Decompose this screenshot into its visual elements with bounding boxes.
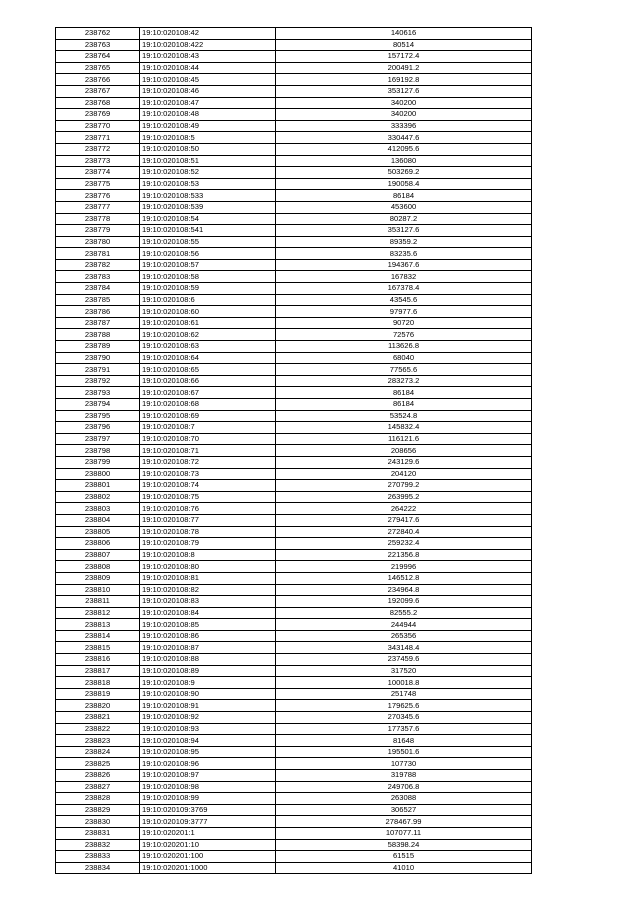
value-cell: 86184 bbox=[276, 387, 532, 399]
row-number-cell: 238795 bbox=[56, 410, 140, 422]
value-cell: 251748 bbox=[276, 688, 532, 700]
value-cell: 136080 bbox=[276, 155, 532, 167]
table-row bbox=[56, 630, 532, 642]
row-number-cell: 238816 bbox=[56, 654, 140, 666]
value-cell: 412095.6 bbox=[276, 143, 532, 155]
cadastral-number-cell: 19:10:020108:96 bbox=[140, 758, 276, 770]
table-row bbox=[56, 607, 532, 619]
table-row bbox=[56, 259, 532, 271]
value-cell: 272840.4 bbox=[276, 526, 532, 538]
table-row bbox=[56, 85, 532, 97]
row-number-cell: 238802 bbox=[56, 491, 140, 503]
table-row bbox=[56, 793, 532, 805]
value-cell: 146512.8 bbox=[276, 572, 532, 584]
table-row bbox=[56, 225, 532, 237]
cadastral-number-cell: 19:10:020108:47 bbox=[140, 97, 276, 109]
cadastral-number-cell: 19:10:020108:6 bbox=[140, 294, 276, 306]
value-cell: 140616 bbox=[276, 28, 532, 40]
cadastral-number-cell: 19:10:020108:45 bbox=[140, 74, 276, 86]
row-number-cell: 238824 bbox=[56, 746, 140, 758]
cadastral-number-cell: 19:10:020108:74 bbox=[140, 480, 276, 492]
row-number-cell: 238773 bbox=[56, 155, 140, 167]
row-number-cell: 238805 bbox=[56, 526, 140, 538]
table-row bbox=[56, 804, 532, 816]
table-row bbox=[56, 619, 532, 631]
row-number-cell: 238808 bbox=[56, 561, 140, 573]
cadastral-number-cell: 19:10:020108:7 bbox=[140, 422, 276, 434]
row-number-cell: 238763 bbox=[56, 39, 140, 51]
row-number-cell: 238826 bbox=[56, 770, 140, 782]
value-cell: 279417.6 bbox=[276, 514, 532, 526]
table-row bbox=[56, 584, 532, 596]
table-row bbox=[56, 596, 532, 608]
table-row bbox=[56, 294, 532, 306]
value-cell: 195501.6 bbox=[276, 746, 532, 758]
table-row bbox=[56, 549, 532, 561]
row-number-cell: 238782 bbox=[56, 259, 140, 271]
row-number-cell: 238809 bbox=[56, 572, 140, 584]
value-cell: 169192.8 bbox=[276, 74, 532, 86]
table-row bbox=[56, 178, 532, 190]
table-row bbox=[56, 758, 532, 770]
cadastral-number-cell: 19:10:020108:48 bbox=[140, 109, 276, 121]
value-cell: 157172.4 bbox=[276, 51, 532, 63]
cadastral-number-cell: 19:10:020108:85 bbox=[140, 619, 276, 631]
row-number-cell: 238811 bbox=[56, 596, 140, 608]
cadastral-number-cell: 19:10:020108:43 bbox=[140, 51, 276, 63]
value-cell: 234964.8 bbox=[276, 584, 532, 596]
row-number-cell: 238821 bbox=[56, 712, 140, 724]
value-cell: 333396 bbox=[276, 120, 532, 132]
table-row bbox=[56, 688, 532, 700]
row-number-cell: 238767 bbox=[56, 85, 140, 97]
row-number-cell: 238784 bbox=[56, 283, 140, 295]
value-cell: 270345.6 bbox=[276, 712, 532, 724]
value-cell: 82555.2 bbox=[276, 607, 532, 619]
cadastral-number-cell: 19:10:020108:97 bbox=[140, 770, 276, 782]
table-row bbox=[56, 677, 532, 689]
table-body bbox=[56, 28, 532, 874]
cadastral-number-cell: 19:10:020108:54 bbox=[140, 213, 276, 225]
cadastral-number-cell: 19:10:020108:59 bbox=[140, 283, 276, 295]
row-number-cell: 238792 bbox=[56, 375, 140, 387]
value-cell: 353127.6 bbox=[276, 225, 532, 237]
row-number-cell: 238799 bbox=[56, 456, 140, 468]
value-cell: 83235.6 bbox=[276, 248, 532, 260]
cadastral-number-cell: 19:10:020108:91 bbox=[140, 700, 276, 712]
table-row bbox=[56, 514, 532, 526]
cadastral-number-cell: 19:10:020108:78 bbox=[140, 526, 276, 538]
value-cell: 270799.2 bbox=[276, 480, 532, 492]
cadastral-number-cell: 19:10:020108:49 bbox=[140, 120, 276, 132]
cadastral-number-cell: 19:10:020108:90 bbox=[140, 688, 276, 700]
row-number-cell: 238768 bbox=[56, 97, 140, 109]
row-number-cell: 238833 bbox=[56, 851, 140, 863]
table-row bbox=[56, 143, 532, 155]
row-number-cell: 238831 bbox=[56, 827, 140, 839]
table-row bbox=[56, 433, 532, 445]
table-row bbox=[56, 770, 532, 782]
row-number-cell: 238774 bbox=[56, 167, 140, 179]
table-row bbox=[56, 654, 532, 666]
value-cell: 80287.2 bbox=[276, 213, 532, 225]
cadastral-number-cell: 19:10:020109:3777 bbox=[140, 816, 276, 828]
row-number-cell: 238798 bbox=[56, 445, 140, 457]
table-row bbox=[56, 491, 532, 503]
cadastral-number-cell: 19:10:020108:50 bbox=[140, 143, 276, 155]
cadastral-number-cell: 19:10:020108:56 bbox=[140, 248, 276, 260]
table-row bbox=[56, 839, 532, 851]
row-number-cell: 238825 bbox=[56, 758, 140, 770]
table-row bbox=[56, 851, 532, 863]
value-cell: 72576 bbox=[276, 329, 532, 341]
cadastral-number-cell: 19:10:020108:51 bbox=[140, 155, 276, 167]
cadastral-number-cell: 19:10:020108:422 bbox=[140, 39, 276, 51]
cadastral-number-cell: 19:10:020108:9 bbox=[140, 677, 276, 689]
table-row bbox=[56, 781, 532, 793]
value-cell: 145832.4 bbox=[276, 422, 532, 434]
value-cell: 167378.4 bbox=[276, 283, 532, 295]
value-cell: 263995.2 bbox=[276, 491, 532, 503]
value-cell: 58398.24 bbox=[276, 839, 532, 851]
table-row bbox=[56, 74, 532, 86]
cadastral-number-cell: 19:10:020108:46 bbox=[140, 85, 276, 97]
table-row bbox=[56, 375, 532, 387]
value-cell: 89359.2 bbox=[276, 236, 532, 248]
table-row bbox=[56, 236, 532, 248]
row-number-cell: 238785 bbox=[56, 294, 140, 306]
value-cell: 264222 bbox=[276, 503, 532, 515]
row-number-cell: 238779 bbox=[56, 225, 140, 237]
cadastral-number-cell: 19:10:020108:44 bbox=[140, 62, 276, 74]
row-number-cell: 238796 bbox=[56, 422, 140, 434]
row-number-cell: 238794 bbox=[56, 399, 140, 411]
cadastral-number-cell: 19:10:020108:61 bbox=[140, 317, 276, 329]
cadastral-number-cell: 19:10:020108:541 bbox=[140, 225, 276, 237]
table-row bbox=[56, 190, 532, 202]
cadastral-number-cell: 19:10:020108:95 bbox=[140, 746, 276, 758]
value-cell: 113626.8 bbox=[276, 341, 532, 353]
value-cell: 259232.4 bbox=[276, 538, 532, 550]
row-number-cell: 238814 bbox=[56, 630, 140, 642]
cadastral-number-cell: 19:10:020108:5 bbox=[140, 132, 276, 144]
value-cell: 306527 bbox=[276, 804, 532, 816]
value-cell: 167832 bbox=[276, 271, 532, 283]
row-number-cell: 238829 bbox=[56, 804, 140, 816]
table-row bbox=[56, 642, 532, 654]
row-number-cell: 238775 bbox=[56, 178, 140, 190]
value-cell: 100018.8 bbox=[276, 677, 532, 689]
cadastral-number-cell: 19:10:020108:8 bbox=[140, 549, 276, 561]
row-number-cell: 238823 bbox=[56, 735, 140, 747]
row-number-cell: 238791 bbox=[56, 364, 140, 376]
value-cell: 219996 bbox=[276, 561, 532, 573]
row-number-cell: 238778 bbox=[56, 213, 140, 225]
value-cell: 204120 bbox=[276, 468, 532, 480]
cadastral-number-cell: 19:10:020108:52 bbox=[140, 167, 276, 179]
value-cell: 53524.8 bbox=[276, 410, 532, 422]
cadastral-number-cell: 19:10:020108:82 bbox=[140, 584, 276, 596]
table-row bbox=[56, 352, 532, 364]
table-row bbox=[56, 480, 532, 492]
value-cell: 244944 bbox=[276, 619, 532, 631]
value-cell: 107077.11 bbox=[276, 827, 532, 839]
row-number-cell: 238797 bbox=[56, 433, 140, 445]
row-number-cell: 238828 bbox=[56, 793, 140, 805]
cadastral-number-cell: 19:10:020108:42 bbox=[140, 28, 276, 40]
table-row bbox=[56, 387, 532, 399]
value-cell: 237459.6 bbox=[276, 654, 532, 666]
value-cell: 265356 bbox=[276, 630, 532, 642]
cadastral-number-cell: 19:10:020108:86 bbox=[140, 630, 276, 642]
value-cell: 353127.6 bbox=[276, 85, 532, 97]
value-cell: 68040 bbox=[276, 352, 532, 364]
cadastral-number-cell: 19:10:020108:533 bbox=[140, 190, 276, 202]
cadastral-number-cell: 19:10:020108:67 bbox=[140, 387, 276, 399]
row-number-cell: 238770 bbox=[56, 120, 140, 132]
table-row bbox=[56, 503, 532, 515]
table-row bbox=[56, 329, 532, 341]
table-row bbox=[56, 399, 532, 411]
row-number-cell: 238815 bbox=[56, 642, 140, 654]
row-number-cell: 238801 bbox=[56, 480, 140, 492]
table-row bbox=[56, 341, 532, 353]
cadastral-number-cell: 19:10:020201:100 bbox=[140, 851, 276, 863]
cadastral-number-cell: 19:10:020108:99 bbox=[140, 793, 276, 805]
row-number-cell: 238807 bbox=[56, 549, 140, 561]
row-number-cell: 238780 bbox=[56, 236, 140, 248]
row-number-cell: 238793 bbox=[56, 387, 140, 399]
table-row bbox=[56, 526, 532, 538]
cadastral-number-cell: 19:10:020108:63 bbox=[140, 341, 276, 353]
cadastral-number-cell: 19:10:020201:10 bbox=[140, 839, 276, 851]
row-number-cell: 238819 bbox=[56, 688, 140, 700]
cadastral-number-cell: 19:10:020108:72 bbox=[140, 456, 276, 468]
row-number-cell: 238813 bbox=[56, 619, 140, 631]
row-number-cell: 238781 bbox=[56, 248, 140, 260]
value-cell: 81648 bbox=[276, 735, 532, 747]
value-cell: 86184 bbox=[276, 399, 532, 411]
cadastral-number-cell: 19:10:020108:87 bbox=[140, 642, 276, 654]
cadastral-number-cell: 19:10:020108:64 bbox=[140, 352, 276, 364]
value-cell: 330447.6 bbox=[276, 132, 532, 144]
value-cell: 200491.2 bbox=[276, 62, 532, 74]
table-row bbox=[56, 665, 532, 677]
table-row bbox=[56, 561, 532, 573]
value-cell: 190058.4 bbox=[276, 178, 532, 190]
table-row bbox=[56, 572, 532, 584]
row-number-cell: 238804 bbox=[56, 514, 140, 526]
value-cell: 179625.6 bbox=[276, 700, 532, 712]
row-number-cell: 238776 bbox=[56, 190, 140, 202]
row-number-cell: 238812 bbox=[56, 607, 140, 619]
row-number-cell: 238786 bbox=[56, 306, 140, 318]
table-row bbox=[56, 827, 532, 839]
table-row bbox=[56, 283, 532, 295]
row-number-cell: 238777 bbox=[56, 201, 140, 213]
value-cell: 263088 bbox=[276, 793, 532, 805]
cadastral-number-cell: 19:10:020108:55 bbox=[140, 236, 276, 248]
value-cell: 192099.6 bbox=[276, 596, 532, 608]
row-number-cell: 238764 bbox=[56, 51, 140, 63]
value-cell: 97977.6 bbox=[276, 306, 532, 318]
cadastral-number-cell: 19:10:020108:75 bbox=[140, 491, 276, 503]
cadastral-number-cell: 19:10:020108:58 bbox=[140, 271, 276, 283]
row-number-cell: 238818 bbox=[56, 677, 140, 689]
table-row bbox=[56, 456, 532, 468]
table-row bbox=[56, 155, 532, 167]
value-cell: 77565.6 bbox=[276, 364, 532, 376]
row-number-cell: 238817 bbox=[56, 665, 140, 677]
table-row bbox=[56, 816, 532, 828]
row-number-cell: 238834 bbox=[56, 862, 140, 874]
value-cell: 43545.6 bbox=[276, 294, 532, 306]
row-number-cell: 238772 bbox=[56, 143, 140, 155]
cadastral-number-cell: 19:10:020108:68 bbox=[140, 399, 276, 411]
cadastral-number-cell: 19:10:020108:539 bbox=[140, 201, 276, 213]
table-row bbox=[56, 213, 532, 225]
table-row bbox=[56, 39, 532, 51]
cadastral-number-cell: 19:10:020108:57 bbox=[140, 259, 276, 271]
table-row bbox=[56, 735, 532, 747]
value-cell: 177357.6 bbox=[276, 723, 532, 735]
cadastral-number-cell: 19:10:020108:62 bbox=[140, 329, 276, 341]
value-cell: 194367.6 bbox=[276, 259, 532, 271]
row-number-cell: 238788 bbox=[56, 329, 140, 341]
table-row bbox=[56, 201, 532, 213]
row-number-cell: 238783 bbox=[56, 271, 140, 283]
value-cell: 41010 bbox=[276, 862, 532, 874]
cadastral-number-cell: 19:10:020108:84 bbox=[140, 607, 276, 619]
table-row bbox=[56, 468, 532, 480]
row-number-cell: 238771 bbox=[56, 132, 140, 144]
table-row bbox=[56, 422, 532, 434]
table-row bbox=[56, 97, 532, 109]
row-number-cell: 238806 bbox=[56, 538, 140, 550]
cadastral-number-cell: 19:10:020201:1000 bbox=[140, 862, 276, 874]
table-row bbox=[56, 410, 532, 422]
table-row bbox=[56, 746, 532, 758]
cadastral-number-cell: 19:10:020108:88 bbox=[140, 654, 276, 666]
row-number-cell: 238769 bbox=[56, 109, 140, 121]
value-cell: 80514 bbox=[276, 39, 532, 51]
table-row bbox=[56, 271, 532, 283]
value-cell: 343148.4 bbox=[276, 642, 532, 654]
row-number-cell: 238830 bbox=[56, 816, 140, 828]
value-cell: 340200 bbox=[276, 97, 532, 109]
row-number-cell: 238832 bbox=[56, 839, 140, 851]
value-cell: 61515 bbox=[276, 851, 532, 863]
table-row bbox=[56, 132, 532, 144]
table-row bbox=[56, 723, 532, 735]
row-number-cell: 238822 bbox=[56, 723, 140, 735]
cadastral-number-cell: 19:10:020108:98 bbox=[140, 781, 276, 793]
cadastral-number-cell: 19:10:020108:71 bbox=[140, 445, 276, 457]
cadastral-number-cell: 19:10:020108:65 bbox=[140, 364, 276, 376]
value-cell: 453600 bbox=[276, 201, 532, 213]
cadastral-number-cell: 19:10:020108:89 bbox=[140, 665, 276, 677]
table-row bbox=[56, 109, 532, 121]
cadastral-number-cell: 19:10:020108:66 bbox=[140, 375, 276, 387]
cadastral-number-cell: 19:10:020108:53 bbox=[140, 178, 276, 190]
row-number-cell: 238787 bbox=[56, 317, 140, 329]
table-row bbox=[56, 120, 532, 132]
value-cell: 243129.6 bbox=[276, 456, 532, 468]
value-cell: 107730 bbox=[276, 758, 532, 770]
cadastral-number-cell: 19:10:020108:92 bbox=[140, 712, 276, 724]
table-row bbox=[56, 62, 532, 74]
row-number-cell: 238765 bbox=[56, 62, 140, 74]
value-cell: 249706.8 bbox=[276, 781, 532, 793]
row-number-cell: 238820 bbox=[56, 700, 140, 712]
value-cell: 208656 bbox=[276, 445, 532, 457]
cadastral-number-cell: 19:10:020201:1 bbox=[140, 827, 276, 839]
cadastral-number-cell: 19:10:020108:73 bbox=[140, 468, 276, 480]
cadastral-number-cell: 19:10:020108:80 bbox=[140, 561, 276, 573]
table-row bbox=[56, 317, 532, 329]
value-cell: 317520 bbox=[276, 665, 532, 677]
value-cell: 340200 bbox=[276, 109, 532, 121]
row-number-cell: 238800 bbox=[56, 468, 140, 480]
table-row bbox=[56, 167, 532, 179]
cadastral-number-cell: 19:10:020109:3769 bbox=[140, 804, 276, 816]
value-cell: 319788 bbox=[276, 770, 532, 782]
cadastral-number-cell: 19:10:020108:70 bbox=[140, 433, 276, 445]
cadastral-number-cell: 19:10:020108:69 bbox=[140, 410, 276, 422]
cadastral-number-cell: 19:10:020108:77 bbox=[140, 514, 276, 526]
table-row bbox=[56, 862, 532, 874]
row-number-cell: 238803 bbox=[56, 503, 140, 515]
table-row bbox=[56, 248, 532, 260]
row-number-cell: 238762 bbox=[56, 28, 140, 40]
value-cell: 90720 bbox=[276, 317, 532, 329]
table-row bbox=[56, 445, 532, 457]
cadastral-number-cell: 19:10:020108:83 bbox=[140, 596, 276, 608]
table-row bbox=[56, 364, 532, 376]
table-row bbox=[56, 28, 532, 40]
table-row bbox=[56, 700, 532, 712]
table-row bbox=[56, 51, 532, 63]
value-cell: 503269.2 bbox=[276, 167, 532, 179]
cadastral-number-cell: 19:10:020108:79 bbox=[140, 538, 276, 550]
value-cell: 283273.2 bbox=[276, 375, 532, 387]
value-cell: 221356.8 bbox=[276, 549, 532, 561]
value-cell: 278467.99 bbox=[276, 816, 532, 828]
row-number-cell: 238810 bbox=[56, 584, 140, 596]
row-number-cell: 238789 bbox=[56, 341, 140, 353]
value-cell: 116121.6 bbox=[276, 433, 532, 445]
value-cell: 86184 bbox=[276, 190, 532, 202]
cadastral-value-table bbox=[55, 27, 532, 874]
row-number-cell: 238766 bbox=[56, 74, 140, 86]
cadastral-number-cell: 19:10:020108:81 bbox=[140, 572, 276, 584]
table-row bbox=[56, 712, 532, 724]
cadastral-number-cell: 19:10:020108:93 bbox=[140, 723, 276, 735]
table-row bbox=[56, 538, 532, 550]
table-row bbox=[56, 306, 532, 318]
row-number-cell: 238790 bbox=[56, 352, 140, 364]
row-number-cell: 238827 bbox=[56, 781, 140, 793]
cadastral-number-cell: 19:10:020108:76 bbox=[140, 503, 276, 515]
cadastral-number-cell: 19:10:020108:60 bbox=[140, 306, 276, 318]
cadastral-number-cell: 19:10:020108:94 bbox=[140, 735, 276, 747]
